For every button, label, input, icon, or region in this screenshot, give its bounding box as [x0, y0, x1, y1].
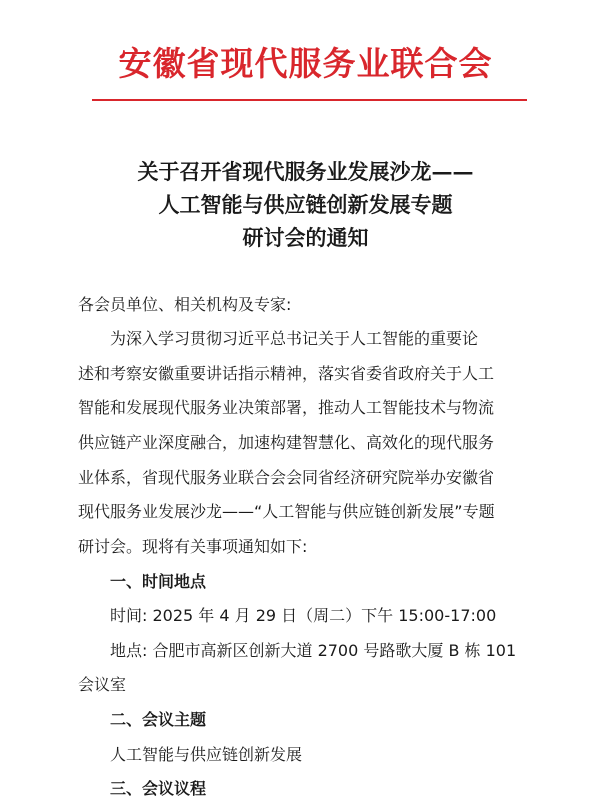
paragraph-line: 研讨会。现将有关事项通知如下: [78, 537, 308, 556]
title-line-3: 研讨会的通知 [242, 225, 369, 250]
paragraph-line: 述和考察安徽重要讲话指示精神，落实省委省政府关于人工 [78, 364, 495, 383]
time-line: 时间: 2025 年 4 月 29 日（周二）下午 15:00-17:00 [110, 606, 497, 625]
red-divider-line [92, 99, 527, 101]
paragraph-line: 智能和发展现代服务业决策部署，推动人工智能技术与物流 [78, 398, 495, 417]
paragraph-line: 为深入学习贯彻习近平总书记关于人工智能的重要论 [110, 329, 479, 348]
organization-letterhead: 安徽省现代服务业联合会 [118, 44, 493, 83]
paragraph-line: 业体系，省现代服务业联合会会同省经济研究院举办安徽省 [78, 468, 495, 487]
theme-text: 人工智能与供应链创新发展 [110, 745, 303, 764]
paragraph-line: 现代服务业发展沙龙——“人工智能与供应链创新发展”专题 [78, 502, 495, 521]
section-heading-agenda: 三、会议议程 [110, 779, 207, 798]
place-line-continued: 会议室 [78, 675, 127, 694]
title-line-1: 关于召开省现代服务业发展沙龙—— [137, 159, 474, 184]
notice-title [0, 155, 611, 254]
place-line: 地点: 合肥市高新区创新大道 2700 号路歌大厦 B 栋 101 [110, 641, 517, 660]
salutation: 各会员单位、相关机构及专家: [78, 295, 292, 314]
section-heading-time-place: 一、时间地点 [110, 572, 207, 591]
paragraph-line: 供应链产业深度融合，加速构建智慧化、高效化的现代服务 [78, 433, 495, 452]
section-heading-theme: 二、会议主题 [110, 710, 207, 729]
title-line-2: 人工智能与供应链创新发展专题 [158, 192, 453, 217]
